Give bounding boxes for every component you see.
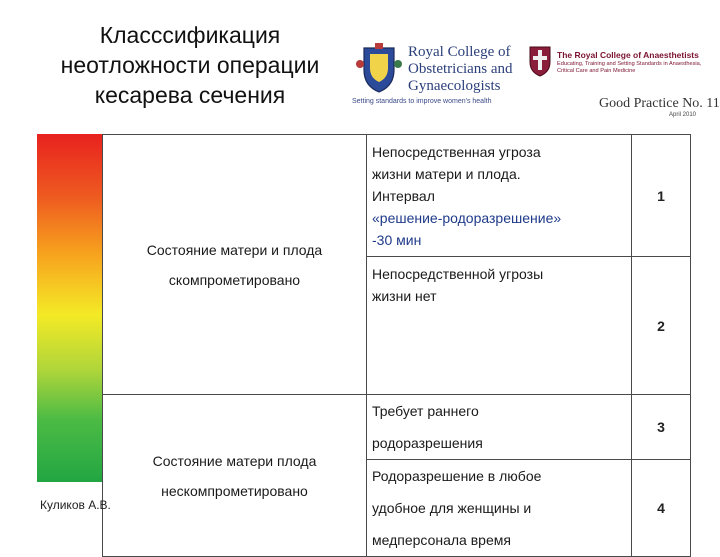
description-line: Интервал bbox=[372, 188, 435, 204]
description-line: родоразрешения bbox=[372, 435, 483, 451]
title-line-1: Классcификация bbox=[99, 22, 281, 48]
description-line: жизни нет bbox=[372, 288, 437, 304]
rcog-logo bbox=[352, 42, 522, 110]
description-line: жизни матери и плода. bbox=[372, 166, 521, 182]
title-line-3: кесарева сечения bbox=[94, 82, 286, 108]
title-line-2: неотложности операции bbox=[60, 52, 320, 78]
urgency-gradient-bar bbox=[37, 134, 102, 482]
category-description bbox=[367, 460, 632, 557]
rca-name: The Royal College of Anaesthetists bbox=[557, 50, 699, 60]
rca-subtitle-line-2: Critical Care and Pain Medicine bbox=[557, 68, 636, 74]
maternal-fetal-state-compromised bbox=[103, 135, 367, 395]
description-line: медперсонала время bbox=[372, 532, 511, 548]
category-number: 4 bbox=[632, 460, 691, 557]
description-line: Родоразрешение в любое bbox=[372, 468, 542, 484]
rca-subtitle-line-1: Educating, Training and Setting Standards in Anaesthesia, bbox=[557, 61, 702, 67]
good-practice-label: Good Practice No. 11 bbox=[599, 96, 720, 111]
rcog-name-line-2: Obstetricians and bbox=[408, 61, 513, 77]
page-title bbox=[40, 20, 340, 110]
maternal-fetal-state-not-compromised bbox=[103, 395, 367, 557]
rcog-name-line-3: Gynaecologists bbox=[408, 78, 501, 94]
rcog-name-line-1: Royal College of bbox=[408, 44, 511, 60]
category-number: 1 bbox=[632, 135, 691, 257]
urgency-classification-table bbox=[102, 134, 691, 557]
rca-crest-icon bbox=[527, 44, 553, 78]
state-line-1: Состояние матери плода bbox=[152, 452, 317, 469]
description-line: Непосредственная угроза bbox=[372, 144, 541, 160]
table-row bbox=[103, 135, 691, 257]
author-label: Куликов А.В. bbox=[40, 498, 111, 512]
description-line: удобное для женщины и bbox=[372, 500, 532, 516]
rcog-crest-icon bbox=[356, 42, 402, 94]
rcog-name bbox=[408, 44, 513, 95]
rca-logo bbox=[527, 44, 720, 120]
category-description bbox=[367, 257, 632, 395]
category-number: 3 bbox=[632, 395, 691, 460]
category-number: 2 bbox=[632, 257, 691, 395]
category-description bbox=[367, 135, 632, 257]
description-line: Требует раннего bbox=[372, 403, 479, 419]
interval-minutes: -30 мин bbox=[372, 232, 422, 248]
description-line: Непосредственной угрозы bbox=[372, 266, 544, 282]
state-line-2: скомпрометировано bbox=[168, 271, 301, 288]
rcog-tagline: Setting standards to improve women's health bbox=[352, 98, 492, 105]
good-practice-date: April 2010 bbox=[669, 112, 697, 118]
table-row bbox=[103, 395, 691, 460]
category-description bbox=[367, 395, 632, 460]
rca-subtitle bbox=[557, 61, 707, 75]
state-line-1: Состояние матери и плода bbox=[146, 241, 323, 258]
decision-delivery-interval: «решение-родоразрешение» bbox=[372, 210, 562, 226]
state-line-2: нескомпрометировано bbox=[161, 482, 308, 499]
